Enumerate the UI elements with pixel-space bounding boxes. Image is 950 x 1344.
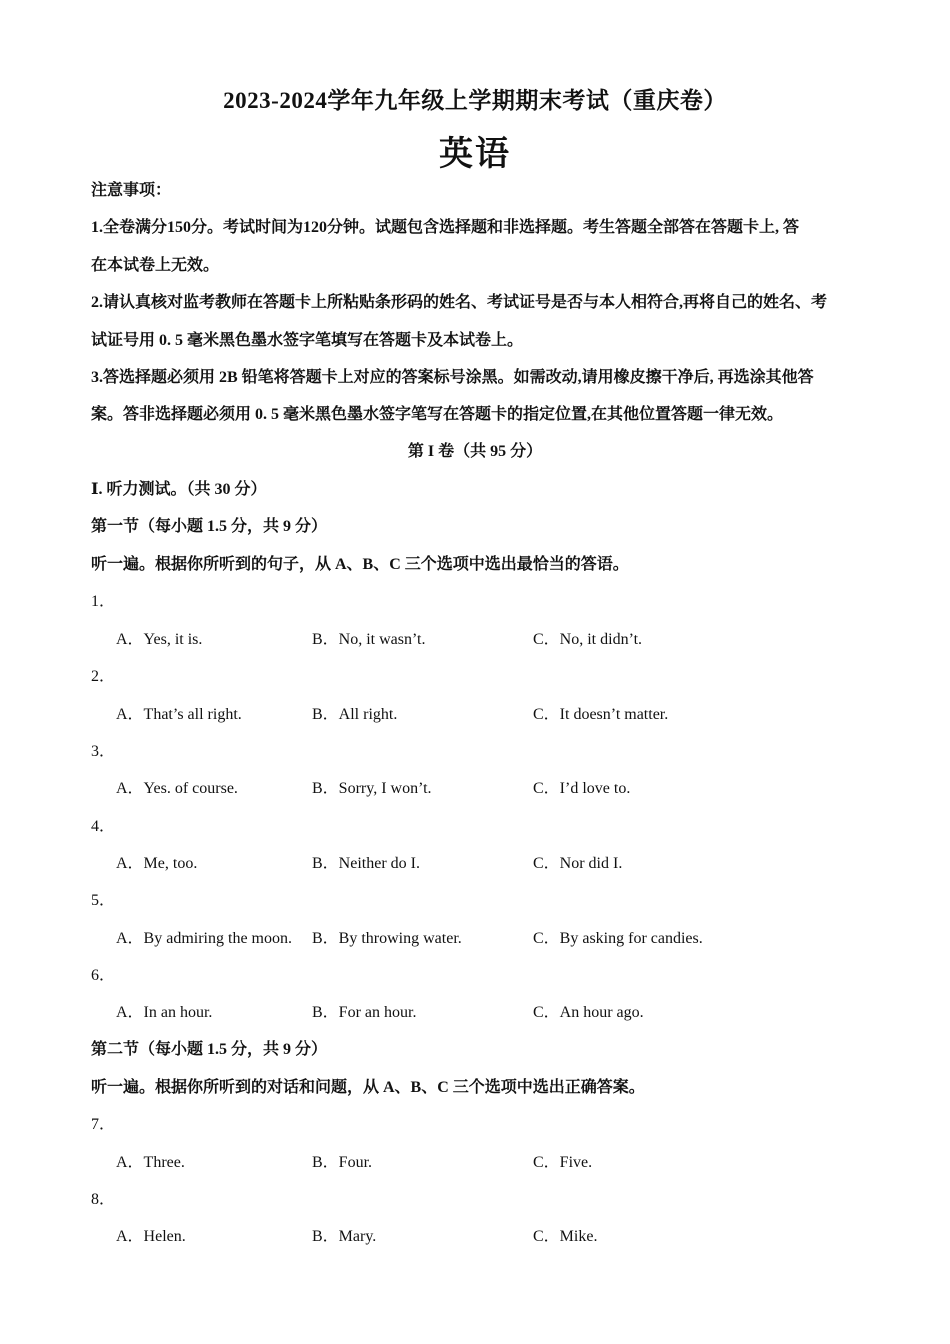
option-b: B．Mary. bbox=[312, 1228, 377, 1245]
question-number: 3． bbox=[91, 743, 116, 760]
option-c: C．It doesn’t matter. bbox=[533, 706, 669, 723]
exam-title: 2023-2024学年九年级上学期期末考试（重庆卷） bbox=[223, 88, 727, 113]
option-b: B．Four. bbox=[312, 1154, 373, 1171]
question-number: 2． bbox=[91, 668, 116, 685]
option-b: B．No, it wasn’t. bbox=[312, 631, 426, 648]
option-c: C．No, it didn’t. bbox=[533, 631, 643, 648]
option-a: A．Three. bbox=[116, 1154, 185, 1171]
question-number: 7． bbox=[91, 1116, 116, 1133]
option-a: A．By admiring the moon. bbox=[116, 930, 292, 947]
option-c: C．Five. bbox=[533, 1154, 593, 1171]
question-number: 6． bbox=[91, 967, 116, 984]
subsection-1-heading: 第一节（每小题 1.5 分，共 9 分） bbox=[91, 518, 328, 535]
question-number: 1． bbox=[91, 593, 116, 610]
subsection-1-instruction: 听一遍。根据你所听到的句子，从 A、B、C 三个选项中选出最恰当的答语。 bbox=[91, 556, 629, 573]
notice-line-5: 3.答选择题必须用 2B 铅笔将答题卡上对应的答案标号涂黑。如需改动,请用橡皮擦干净后, 再选涂其他答 bbox=[91, 369, 814, 386]
notice-line-4: 试证号用 0. 5 毫米黑色墨水签字笔填写在答题卡及本试卷上。 bbox=[91, 332, 524, 349]
question-number: 5． bbox=[91, 892, 116, 909]
notice-line-1: 1.全卷满分150分。考试时间为120分钟。试题包含选择题和非选择题。考生答题全部答在答题卡上, 答 bbox=[91, 219, 800, 236]
option-c: C．An hour ago. bbox=[533, 1004, 644, 1021]
option-c: C．Nor did I. bbox=[533, 855, 623, 872]
option-b: B．Sorry, I won’t. bbox=[312, 780, 432, 797]
option-c: C．Mike. bbox=[533, 1228, 598, 1245]
option-b: B．Neither do I. bbox=[312, 855, 420, 872]
notice-line-3: 2.请认真核对监考教师在答题卡上所粘贴条形码的姓名、考试证号是否与本人相符合,再将自己的姓名、考 bbox=[91, 294, 828, 311]
option-a: A．Me, too. bbox=[116, 855, 198, 872]
option-c: C．By asking for candies. bbox=[533, 930, 703, 947]
part-title: 第 I 卷（共 95 分） bbox=[407, 443, 543, 460]
subsection-2-heading: 第二节（每小题 1.5 分，共 9 分） bbox=[91, 1041, 328, 1058]
option-a: A．In an hour. bbox=[116, 1004, 213, 1021]
section-heading: Ⅰ. 听力测试。（共 30 分） bbox=[91, 481, 267, 498]
notice-line-6: 案。答非选择题必须用 0. 5 毫米黑色墨水签字笔写在答题卡的指定位置,在其他位置答题一律无效。 bbox=[91, 406, 784, 423]
option-a: A．Helen. bbox=[116, 1228, 186, 1245]
notice-heading: 注意事项： bbox=[91, 182, 172, 199]
option-a: A．Yes. of course. bbox=[116, 780, 238, 797]
option-c: C．I’d love to. bbox=[533, 780, 631, 797]
option-b: B．For an hour. bbox=[312, 1004, 417, 1021]
notice-line-2: 在本试卷上无效。 bbox=[91, 257, 220, 274]
option-a: A．Yes, it is. bbox=[116, 631, 203, 648]
question-number: 4． bbox=[91, 818, 116, 835]
option-b: B．All right. bbox=[312, 706, 398, 723]
option-b: B．By throwing water. bbox=[312, 930, 462, 947]
option-a: A．That’s all right. bbox=[116, 706, 242, 723]
subsection-2-instruction: 听一遍。根据你所听到的对话和问题，从 A、B、C 三个选项中选出正确答案。 bbox=[91, 1079, 645, 1096]
subject-title: 英语 bbox=[439, 136, 511, 173]
question-number: 8． bbox=[91, 1191, 116, 1208]
